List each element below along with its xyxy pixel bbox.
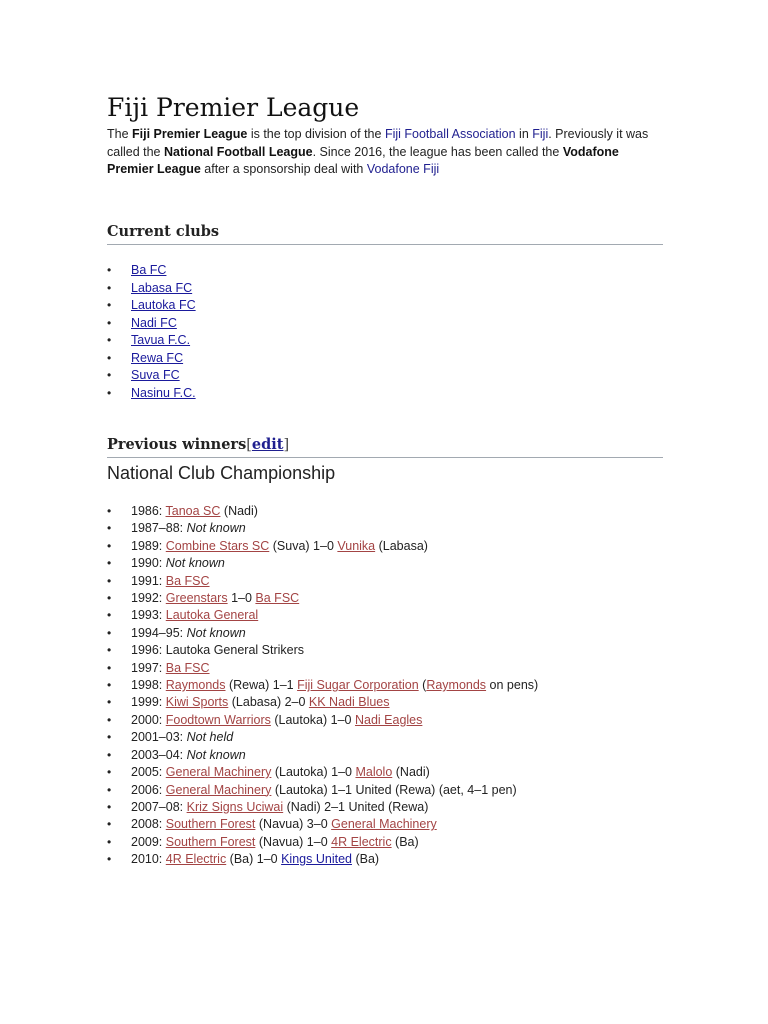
edit-section-link[interactable]: edit xyxy=(251,436,284,453)
list-item-text: (Suva) 1–0 xyxy=(269,538,338,553)
intro-paragraph xyxy=(107,126,663,179)
list-item xyxy=(107,607,538,624)
list-item xyxy=(107,747,538,764)
list-item xyxy=(107,625,538,642)
list-item-text: 2008: xyxy=(131,817,166,832)
club-link[interactable]: Lautoka FC xyxy=(131,298,196,312)
club-link[interactable]: Nadi FC xyxy=(131,315,177,330)
club-link[interactable]: Malolo xyxy=(355,765,393,780)
list-item-text: 2010: xyxy=(131,852,166,867)
list-item xyxy=(107,712,538,729)
list-item-text: 1993: xyxy=(131,608,166,623)
list-item-text: 1992: xyxy=(131,591,166,606)
club-link[interactable]: Combine Stars SC xyxy=(165,538,270,553)
club-link[interactable]: Vunika xyxy=(337,538,376,553)
club-link[interactable]: Suva FC xyxy=(131,368,180,382)
list-item-text: 2009: xyxy=(131,834,166,849)
club-link[interactable]: Kings United xyxy=(281,852,352,867)
list-item-text: 1991: xyxy=(131,573,166,588)
italic-note: Not known xyxy=(186,521,246,536)
club-link[interactable]: Ba FSC xyxy=(165,573,210,588)
list-item-text: (Ba) xyxy=(391,834,419,849)
list-item xyxy=(107,350,196,368)
intro-text: in xyxy=(515,127,533,141)
club-link[interactable]: Lautoka General xyxy=(165,608,259,623)
club-link[interactable]: 4R Electric xyxy=(165,852,227,867)
club-link[interactable]: Ba FC xyxy=(131,263,167,277)
list-item-text: 1987–88: xyxy=(131,521,187,536)
list-item-text: (Lautoka) 1–0 xyxy=(270,712,355,727)
list-item-text: on pens) xyxy=(486,678,539,693)
list-item xyxy=(107,538,538,555)
intro-text: after a sponsorship deal with xyxy=(200,162,367,176)
fiji-football-association-link[interactable]: Fiji Football Association xyxy=(384,127,516,141)
intro-bold-former-name: National Football League xyxy=(163,144,313,159)
previous-winners-heading xyxy=(107,435,663,458)
current-clubs-heading: Current clubs xyxy=(107,222,663,245)
national-club-championship-heading: National Club Championship xyxy=(107,463,336,483)
list-item xyxy=(107,642,538,659)
italic-note: Not known xyxy=(165,556,225,571)
club-link[interactable]: Nasinu F.C. xyxy=(131,385,196,400)
intro-text: . Previously it was called the xyxy=(107,127,649,159)
intro-text: . Since 2016, the league has been called the xyxy=(312,144,563,159)
list-item-text: (Ba) 1–0 xyxy=(226,852,282,867)
list-item-text: (Nadi) xyxy=(392,765,430,780)
list-item-text: (Navua) 1–0 xyxy=(255,834,332,849)
italic-note: Not held xyxy=(186,730,234,745)
list-item-text: 1994–95: xyxy=(131,625,187,640)
list-item xyxy=(107,280,196,298)
list-item xyxy=(107,694,538,711)
list-item xyxy=(107,782,538,799)
club-link[interactable]: Foodtown Warriors xyxy=(165,712,271,727)
list-item-text: 2003–04: xyxy=(131,747,187,762)
club-link[interactable]: Fiji Sugar Corporation xyxy=(297,678,419,693)
list-item xyxy=(107,660,538,677)
club-link[interactable]: Ba FSC xyxy=(255,591,300,606)
club-link[interactable]: Ba FSC xyxy=(165,660,210,675)
intro-bold-sponsor-name: Vodafone Premier League xyxy=(107,144,619,176)
list-item-text: (Labasa) 2–0 xyxy=(228,695,309,710)
club-link[interactable]: Raymonds xyxy=(165,678,226,693)
list-item-text: (Navua) 3–0 xyxy=(255,817,332,832)
winners-list xyxy=(107,503,538,869)
page-title: Fiji Premier League xyxy=(107,93,360,122)
list-item xyxy=(107,332,196,350)
list-item-text: 2000: xyxy=(131,712,166,727)
intro-bold-league-name: Fiji Premier League xyxy=(132,127,248,141)
list-item-text: 2001–03: xyxy=(131,730,187,745)
list-item xyxy=(107,555,538,572)
list-item xyxy=(107,315,196,333)
list-item-text: 1990: xyxy=(131,556,166,571)
list-item-text: (Labasa) xyxy=(375,538,428,553)
list-item xyxy=(107,367,196,385)
list-item xyxy=(107,677,538,694)
club-link[interactable]: General Machinery xyxy=(165,765,272,780)
list-item xyxy=(107,816,538,833)
club-link[interactable]: Southern Forest xyxy=(165,817,256,832)
list-item xyxy=(107,590,538,607)
list-item-text: 1986: xyxy=(131,504,166,518)
edit-bracket-open: [ xyxy=(246,437,252,453)
list-item-text: 1996: Lautoka General Strikers xyxy=(131,643,305,658)
list-item-text: 1989: xyxy=(131,538,166,553)
list-item xyxy=(107,729,538,746)
list-item xyxy=(107,851,538,868)
list-item xyxy=(107,573,538,590)
list-item xyxy=(107,503,538,520)
list-item-text: 2006: xyxy=(131,782,166,797)
italic-note: Not known xyxy=(186,625,246,640)
club-link[interactable]: Labasa FC xyxy=(131,280,193,295)
club-link[interactable]: Tanoa SC xyxy=(165,504,221,518)
list-item xyxy=(107,764,538,781)
club-link[interactable]: Raymonds xyxy=(426,678,487,693)
list-item-text: (Lautoka) 1–0 xyxy=(271,765,356,780)
club-link[interactable]: KK Nadi Blues xyxy=(308,695,390,710)
club-link[interactable]: Southern Forest xyxy=(165,834,256,849)
club-link[interactable]: General Machinery xyxy=(331,817,437,832)
list-item xyxy=(107,262,196,280)
fiji-link[interactable]: Fiji xyxy=(532,127,549,141)
club-link[interactable]: General Machinery xyxy=(165,782,272,797)
club-link[interactable]: 4R Electric xyxy=(331,834,392,849)
list-item-text: 1998: xyxy=(131,678,166,693)
list-item-text: (Ba) xyxy=(351,852,380,867)
club-link[interactable]: Rewa FC xyxy=(131,350,184,365)
club-link[interactable]: Kriz Signs Uciwai xyxy=(186,799,284,814)
previous-winners-heading-text: Previous winners xyxy=(107,436,247,453)
list-item-text: (Lautoka) 1–1 United (Rewa) (aet, 4–1 pen) xyxy=(271,782,517,797)
list-item-text: 1997: xyxy=(131,660,166,675)
vodafone-fiji-link[interactable]: Vodafone Fiji xyxy=(366,162,440,176)
list-item-text: 1999: xyxy=(131,695,166,710)
italic-note: Not known xyxy=(186,747,246,762)
club-link[interactable]: Nadi Eagles xyxy=(354,712,423,727)
intro-text: is the top division of the xyxy=(247,127,385,141)
intro-text: The xyxy=(107,127,133,141)
club-link[interactable]: Kiwi Sports xyxy=(165,695,229,710)
list-item xyxy=(107,385,196,403)
list-item-text: 2007–08: xyxy=(131,799,187,814)
list-item-text: 2005: xyxy=(131,765,166,780)
list-item xyxy=(107,520,538,537)
club-link[interactable]: Greenstars xyxy=(165,591,228,606)
list-item-text: (Nadi) xyxy=(220,504,258,518)
list-item xyxy=(107,297,196,315)
club-link[interactable]: Tavua F.C. xyxy=(131,333,191,347)
edit-bracket-close: ] xyxy=(283,437,290,453)
list-item-text: (Nadi) 2–1 United (Rewa) xyxy=(283,799,429,814)
list-item xyxy=(107,799,538,816)
current-clubs-list xyxy=(107,262,196,402)
list-item xyxy=(107,834,538,851)
list-item-text: (Rewa) 1–1 xyxy=(225,678,298,693)
list-item-text: ( xyxy=(418,678,427,693)
list-item-text: 1–0 xyxy=(227,591,256,606)
